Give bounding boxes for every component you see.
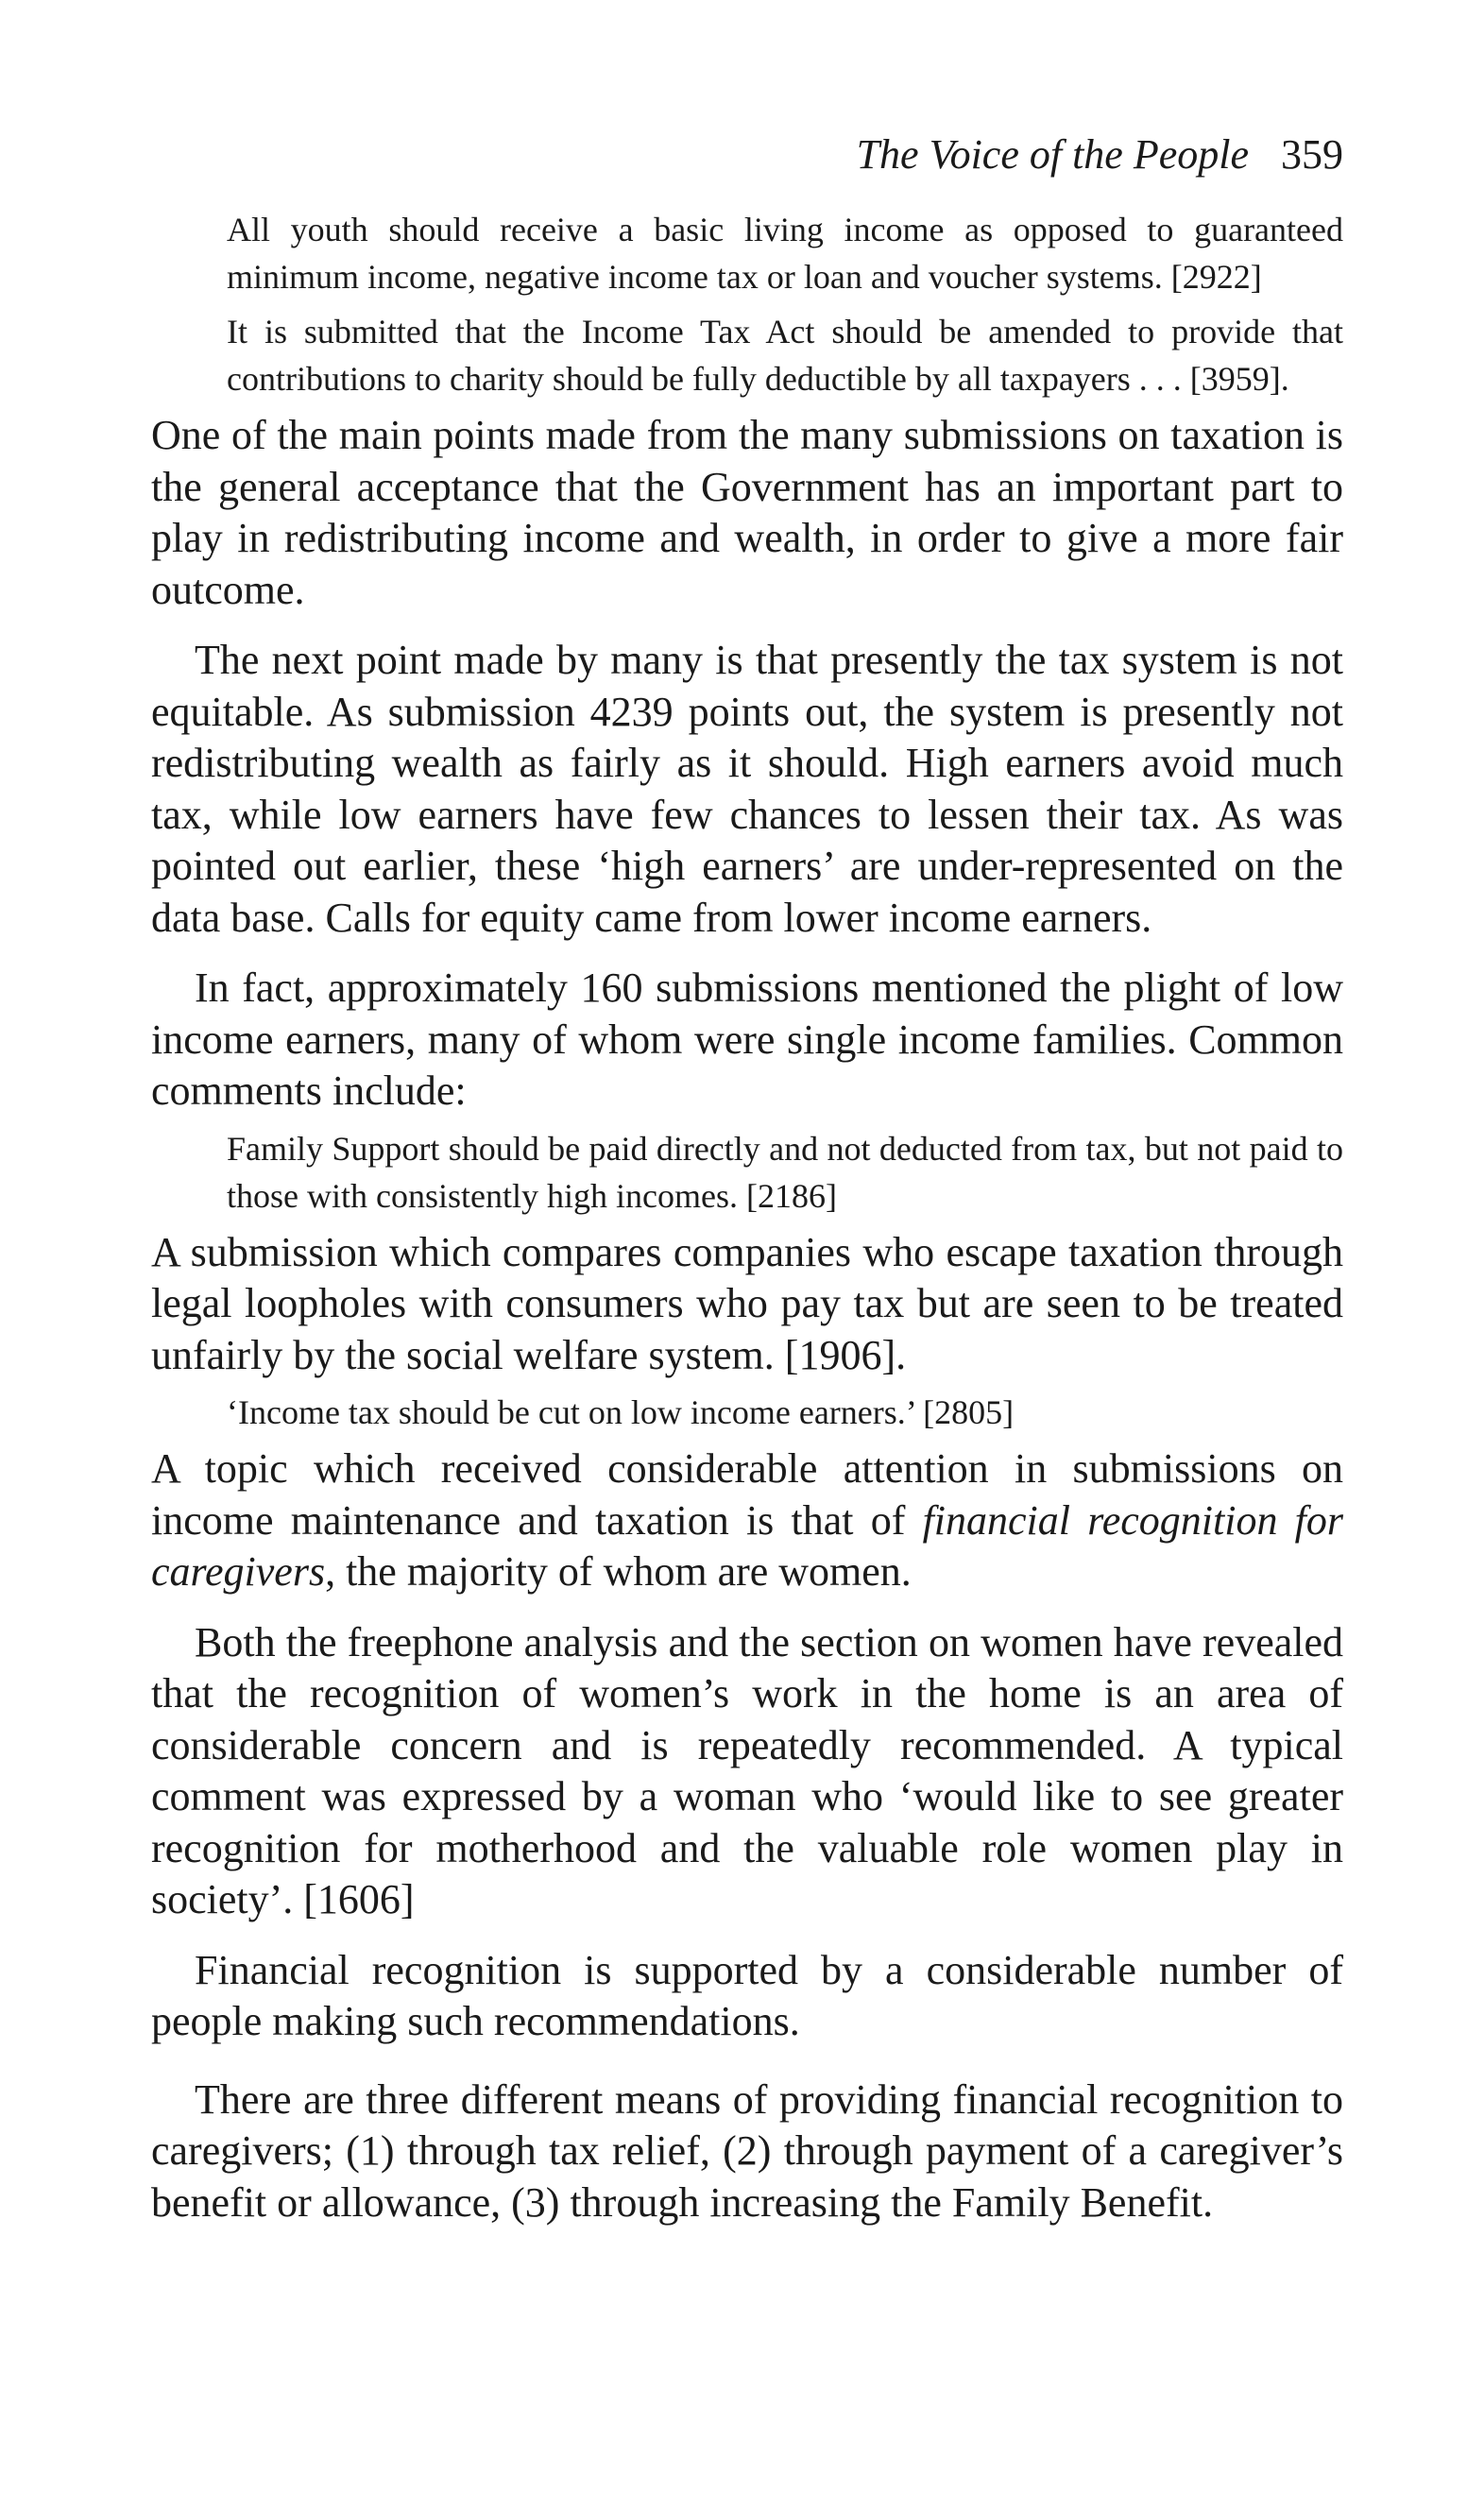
running-head: [151, 128, 1343, 181]
paragraph-text: , the majority of whom are women.: [325, 1548, 912, 1595]
paragraph-text: A topic which received considerable attention in submissions on income maintenance and taxation is that of: [151, 1445, 1343, 1544]
block-quote: It is submitted that the Income Tax Act should be amended to provide that contributions to charity should be fully deductible by all taxpayers . . . [3959].: [227, 313, 1343, 398]
block-quote: All youth should receive a basic living income as opposed to guaranteed minimum income, negative income tax or loan and voucher systems. [2922]: [227, 211, 1343, 296]
emphasis-text: financial recognition for caregivers: [151, 1496, 1344, 1595]
paragraph: There are three different means of providing financial recognition to caregivers; (1) through tax relief, (2) through payment of a caregiver’s benefit or allowance, (3) through increasing the Family Benefit.: [151, 2075, 1343, 2226]
paragraph: Financial recognition is supported by a considerable number of people making such recommendations.: [151, 1946, 1343, 2044]
page-body: [151, 206, 1343, 2228]
paragraph: A submission which compares companies who escape taxation through legal loopholes with consumers who pay tax but are seen to be treated unfairly by the social welfare system. [1906].: [151, 1228, 1343, 1378]
paragraph: The next point made by many is that presently the tax system is not equitable. As submission 4239 points out, the system is presently not redistributing wealth as fairly as it should. High earners avoid much tax, while low earners have few chances to lessen their tax. As was pointed out earlier, these ‘high earners’ are under-represented on the data base. Calls for equity came from lower income earners.: [151, 637, 1343, 941]
running-head-title: The Voice of the People: [856, 131, 1249, 178]
paragraph: One of the main points made from the many submissions on taxation is the general acceptance that the Government has an important part to play in redistributing income and wealth, in order to give a more fair outcome.: [151, 412, 1343, 613]
paragraph: Both the freephone analysis and the section on women have revealed that the recognition of women’s work in the home is an area of considerable concern and is repeatedly recommended. A typical comment was expressed by a woman who ‘would like to see greater recognition for motherhood and the valuable role women play in society’. [1606]: [151, 1618, 1343, 1922]
block-quote: Family Support should be paid directly and not deducted from tax, but not paid to those with consistently high incomes. [2186]: [227, 1129, 1343, 1215]
paragraph: [151, 1443, 1343, 1598]
paragraph: In fact, approximately 160 submissions mentioned the plight of low income earners, many of whom were single income families. Common comments include:: [151, 965, 1343, 1114]
page-number: 359: [1281, 131, 1343, 178]
block-quote: ‘Income tax should be cut on low income earners.’ [2805]: [227, 1393, 1015, 1431]
